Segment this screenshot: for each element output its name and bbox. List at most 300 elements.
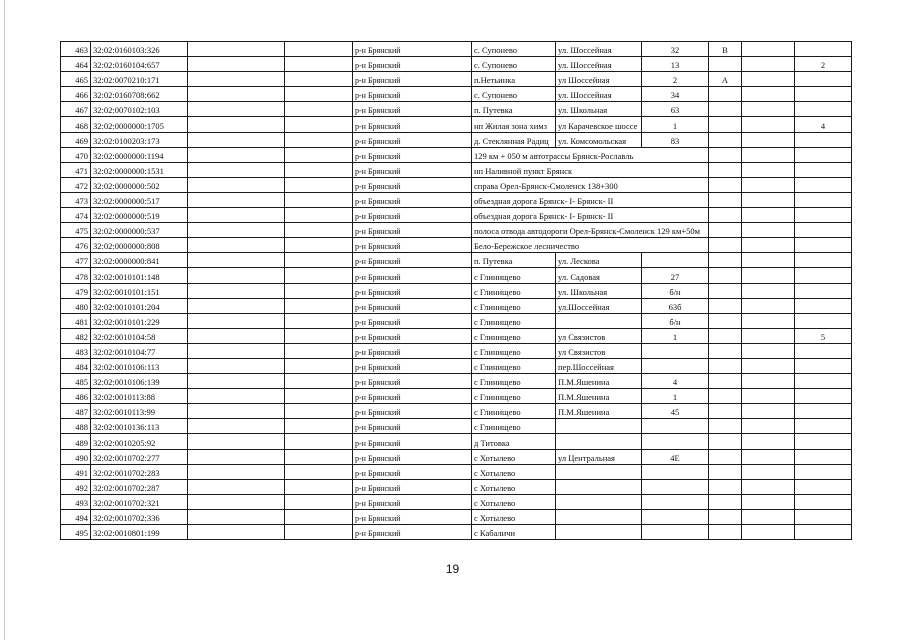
street-cell: [556, 509, 642, 524]
cadastral-number-cell: 32:02:0010104:58: [91, 328, 188, 343]
district-cell: р-н Брянский: [353, 268, 472, 283]
letter-cell: [709, 404, 742, 419]
letter-cell: [709, 223, 742, 238]
empty-cell: [188, 87, 285, 102]
empty-cell: [188, 147, 285, 162]
street-cell: ул. Садовая: [556, 268, 642, 283]
empty-cell: [742, 132, 795, 147]
cadastral-number-cell: 32:02:0000000:1531: [91, 162, 188, 177]
row-number-cell: 491: [61, 464, 91, 479]
table-row: [61, 298, 852, 313]
apartment-cell: [795, 434, 852, 449]
cadastral-number-cell: 32:02:0000000:502: [91, 177, 188, 192]
street-cell: ул Карачевское шоссе: [556, 117, 642, 132]
table-row: [61, 479, 852, 494]
apartment-cell: 4: [795, 117, 852, 132]
row-number-cell: 475: [61, 223, 91, 238]
apartment-cell: 5: [795, 328, 852, 343]
street-cell: ул Связистов: [556, 328, 642, 343]
table-row: [61, 283, 852, 298]
apartment-cell: [795, 72, 852, 87]
scan-edge-line: [4, 0, 5, 640]
locality-cell: с Глинищево: [472, 313, 556, 328]
empty-cell: [285, 162, 353, 177]
house-number-cell: [642, 494, 709, 509]
street-cell: [556, 419, 642, 434]
locality-cell: с Хотылево: [472, 449, 556, 464]
empty-cell: [742, 389, 795, 404]
table-row: [61, 464, 852, 479]
district-cell: р-н Брянский: [353, 117, 472, 132]
table-row: [61, 494, 852, 509]
locality-cell: с Глинищево: [472, 298, 556, 313]
house-number-cell: 1: [642, 328, 709, 343]
locality-cell: с Глинищево: [472, 404, 556, 419]
empty-cell: [742, 253, 795, 268]
district-cell: р-н Брянский: [353, 419, 472, 434]
street-cell: П.М.Яшенина: [556, 389, 642, 404]
row-number-cell: 493: [61, 494, 91, 509]
house-number-cell: 2: [642, 72, 709, 87]
table-row: [61, 374, 852, 389]
empty-cell: [742, 343, 795, 358]
row-number-cell: 495: [61, 525, 91, 540]
empty-cell: [285, 238, 353, 253]
row-number-cell: 467: [61, 102, 91, 117]
row-number-cell: 494: [61, 509, 91, 524]
street-cell: [556, 313, 642, 328]
table-row: [61, 177, 852, 192]
locality-cell: п. Путевка: [472, 253, 556, 268]
row-number-cell: 488: [61, 419, 91, 434]
letter-cell: [709, 494, 742, 509]
cadastral-number-cell: 32:02:0010702:321: [91, 494, 188, 509]
cadastral-number-cell: 32:02:0000000:841: [91, 253, 188, 268]
street-cell: ул Центральная: [556, 449, 642, 464]
row-number-cell: 472: [61, 177, 91, 192]
apartment-cell: [795, 343, 852, 358]
locality-cell: с Глинищево: [472, 343, 556, 358]
empty-cell: [188, 223, 285, 238]
table-row: [61, 389, 852, 404]
house-number-cell: [642, 419, 709, 434]
district-cell: р-н Брянский: [353, 42, 472, 57]
row-number-cell: 470: [61, 147, 91, 162]
empty-cell: [742, 419, 795, 434]
empty-cell: [285, 177, 353, 192]
letter-cell: [709, 449, 742, 464]
table-row: [61, 87, 852, 102]
empty-cell: [285, 87, 353, 102]
apartment-cell: [795, 268, 852, 283]
cadastral-number-cell: 32:02:0010101:204: [91, 298, 188, 313]
letter-cell: [709, 525, 742, 540]
table-row: [61, 72, 852, 87]
table-row: [61, 117, 852, 132]
house-number-cell: [642, 479, 709, 494]
street-cell: ул. Шоссейная: [556, 87, 642, 102]
house-number-cell: [642, 253, 709, 268]
empty-cell: [188, 374, 285, 389]
cadastral-number-cell: 32:02:0010205:92: [91, 434, 188, 449]
empty-cell: [742, 42, 795, 57]
locality-cell: д. Стеклянная Радиц: [472, 132, 556, 147]
street-cell: [556, 464, 642, 479]
cadastral-number-cell: 32:02:0010702:336: [91, 509, 188, 524]
cadastral-number-cell: 32:02:0010136:113: [91, 419, 188, 434]
locality-cell: с Глинищево: [472, 358, 556, 373]
empty-cell: [742, 102, 795, 117]
apartment-cell: [795, 404, 852, 419]
district-cell: р-н Брянский: [353, 162, 472, 177]
row-number-cell: 490: [61, 449, 91, 464]
letter-cell: [709, 343, 742, 358]
district-cell: р-н Брянский: [353, 208, 472, 223]
district-cell: р-н Брянский: [353, 525, 472, 540]
table-row: [61, 525, 852, 540]
table-row: [61, 343, 852, 358]
empty-cell: [285, 192, 353, 207]
empty-cell: [742, 87, 795, 102]
row-number-cell: 463: [61, 42, 91, 57]
table-row: [61, 57, 852, 72]
address-cell: 129 км + 050 м автотрассы Брянск-Рославль: [472, 147, 709, 162]
letter-cell: [709, 298, 742, 313]
letter-cell: [709, 102, 742, 117]
district-cell: р-н Брянский: [353, 464, 472, 479]
apartment-cell: [795, 494, 852, 509]
cadastral-number-cell: 32:02:0000000:517: [91, 192, 188, 207]
empty-cell: [285, 72, 353, 87]
locality-cell: с Глинищево: [472, 419, 556, 434]
apartment-cell: [795, 374, 852, 389]
locality-cell: с Хотылево: [472, 479, 556, 494]
house-number-cell: 45: [642, 404, 709, 419]
table-row: [61, 419, 852, 434]
apartment-cell: [795, 162, 852, 177]
district-cell: р-н Брянский: [353, 147, 472, 162]
district-cell: р-н Брянский: [353, 404, 472, 419]
apartment-cell: [795, 192, 852, 207]
empty-cell: [285, 268, 353, 283]
letter-cell: [709, 464, 742, 479]
house-number-cell: [642, 464, 709, 479]
district-cell: р-н Брянский: [353, 389, 472, 404]
empty-cell: [742, 525, 795, 540]
empty-cell: [188, 328, 285, 343]
street-cell: ул. Школьная: [556, 283, 642, 298]
table-row: [61, 223, 852, 238]
empty-cell: [285, 509, 353, 524]
empty-cell: [285, 42, 353, 57]
empty-cell: [285, 479, 353, 494]
letter-cell: [709, 374, 742, 389]
empty-cell: [188, 283, 285, 298]
empty-cell: [742, 434, 795, 449]
address-cell: нп Нaливной пункт Брянск: [472, 162, 709, 177]
empty-cell: [188, 238, 285, 253]
empty-cell: [188, 208, 285, 223]
district-cell: р-н Брянский: [353, 102, 472, 117]
house-number-cell: 34: [642, 87, 709, 102]
empty-cell: [285, 102, 353, 117]
locality-cell: с Хотылево: [472, 464, 556, 479]
table-row: [61, 404, 852, 419]
row-number-cell: 487: [61, 404, 91, 419]
apartment-cell: [795, 525, 852, 540]
empty-cell: [742, 238, 795, 253]
cadastral-number-cell: 32:02:0010113:99: [91, 404, 188, 419]
letter-cell: [709, 283, 742, 298]
empty-cell: [285, 464, 353, 479]
letter-cell: [709, 328, 742, 343]
empty-cell: [188, 313, 285, 328]
apartment-cell: [795, 177, 852, 192]
cadastral-number-cell: 32:02:0160708:662: [91, 87, 188, 102]
locality-cell: с Хотылево: [472, 509, 556, 524]
table-row: [61, 358, 852, 373]
empty-cell: [285, 525, 353, 540]
row-number-cell: 468: [61, 117, 91, 132]
apartment-cell: [795, 389, 852, 404]
street-cell: ул. Школьная: [556, 102, 642, 117]
district-cell: р-н Брянский: [353, 449, 472, 464]
house-number-cell: [642, 509, 709, 524]
empty-cell: [285, 117, 353, 132]
cadastral-number-cell: 32:02:0010106:113: [91, 358, 188, 373]
letter-cell: А: [709, 72, 742, 87]
cadastral-number-cell: 32:02:0070210:171: [91, 72, 188, 87]
cadastral-number-cell: 32:02:0160103:326: [91, 42, 188, 57]
letter-cell: [709, 192, 742, 207]
empty-cell: [742, 162, 795, 177]
row-number-cell: 476: [61, 238, 91, 253]
letter-cell: В: [709, 42, 742, 57]
letter-cell: [709, 162, 742, 177]
empty-cell: [742, 479, 795, 494]
table-row: [61, 162, 852, 177]
street-cell: ул.Шоссейная: [556, 298, 642, 313]
district-cell: р-н Брянский: [353, 509, 472, 524]
cadastral-number-cell: 32:02:0010702:277: [91, 449, 188, 464]
empty-cell: [188, 419, 285, 434]
row-number-cell: 464: [61, 57, 91, 72]
address-cell: полоса отвода автодороги Орел-Брянск-Смоленск 129 км+50м: [472, 223, 709, 238]
district-cell: р-н Брянский: [353, 374, 472, 389]
empty-cell: [285, 147, 353, 162]
empty-cell: [742, 374, 795, 389]
table-row: [61, 449, 852, 464]
empty-cell: [188, 434, 285, 449]
empty-cell: [285, 374, 353, 389]
district-cell: р-н Брянский: [353, 253, 472, 268]
apartment-cell: [795, 147, 852, 162]
cadastral-number-cell: 32:02:0010101:229: [91, 313, 188, 328]
address-cell: объездная дорога Брянск- I- Брянск- II: [472, 208, 709, 223]
empty-cell: [742, 494, 795, 509]
empty-cell: [742, 223, 795, 238]
empty-cell: [188, 479, 285, 494]
cadastral-number-cell: 32:02:0010113:88: [91, 389, 188, 404]
letter-cell: [709, 509, 742, 524]
address-cell: объездная дорога Брянск- I- Брянск- II: [472, 192, 709, 207]
house-number-cell: 32: [642, 42, 709, 57]
empty-cell: [285, 328, 353, 343]
cadastral-number-cell: 32:02:0010101:148: [91, 268, 188, 283]
locality-cell: д Титовка: [472, 434, 556, 449]
house-number-cell: 27: [642, 268, 709, 283]
registry-table-body: [61, 42, 852, 540]
empty-cell: [188, 464, 285, 479]
locality-cell: п. Путевка: [472, 102, 556, 117]
letter-cell: [709, 479, 742, 494]
empty-cell: [742, 449, 795, 464]
empty-cell: [188, 268, 285, 283]
locality-cell: с Кабаличи: [472, 525, 556, 540]
district-cell: р-н Брянский: [353, 358, 472, 373]
district-cell: р-н Брянский: [353, 298, 472, 313]
row-number-cell: 489: [61, 434, 91, 449]
empty-cell: [285, 434, 353, 449]
house-number-cell: 83: [642, 132, 709, 147]
locality-cell: нп Жилая зона химз: [472, 117, 556, 132]
apartment-cell: 2: [795, 57, 852, 72]
apartment-cell: [795, 358, 852, 373]
letter-cell: [709, 268, 742, 283]
empty-cell: [742, 208, 795, 223]
empty-cell: [742, 283, 795, 298]
district-cell: р-н Брянский: [353, 313, 472, 328]
house-number-cell: [642, 434, 709, 449]
cadastral-number-cell: 32:02:0000000:537: [91, 223, 188, 238]
street-cell: ул. Шоссейная: [556, 57, 642, 72]
house-number-cell: б/н: [642, 283, 709, 298]
empty-cell: [285, 253, 353, 268]
house-number-cell: 4Е: [642, 449, 709, 464]
cadastral-number-cell: 32:02:0000000:519: [91, 208, 188, 223]
district-cell: р-н Брянский: [353, 192, 472, 207]
table-row: [61, 238, 852, 253]
empty-cell: [285, 343, 353, 358]
apartment-cell: [795, 102, 852, 117]
cadastral-number-cell: 32:02:0160104:657: [91, 57, 188, 72]
table-row: [61, 192, 852, 207]
apartment-cell: [795, 298, 852, 313]
district-cell: р-н Брянский: [353, 494, 472, 509]
row-number-cell: 471: [61, 162, 91, 177]
empty-cell: [285, 419, 353, 434]
row-number-cell: 482: [61, 328, 91, 343]
table-row: [61, 208, 852, 223]
apartment-cell: [795, 223, 852, 238]
locality-cell: с. Супонево: [472, 57, 556, 72]
letter-cell: [709, 238, 742, 253]
district-cell: р-н Брянский: [353, 177, 472, 192]
empty-cell: [742, 147, 795, 162]
cadastral-number-cell: 32:02:0000000:1705: [91, 117, 188, 132]
district-cell: р-н Брянский: [353, 343, 472, 358]
empty-cell: [285, 132, 353, 147]
empty-cell: [188, 343, 285, 358]
empty-cell: [285, 389, 353, 404]
letter-cell: [709, 147, 742, 162]
empty-cell: [742, 177, 795, 192]
letter-cell: [709, 87, 742, 102]
empty-cell: [742, 57, 795, 72]
house-number-cell: 63б: [642, 298, 709, 313]
empty-cell: [285, 313, 353, 328]
empty-cell: [742, 509, 795, 524]
empty-cell: [188, 42, 285, 57]
row-number-cell: 466: [61, 87, 91, 102]
row-number-cell: 483: [61, 343, 91, 358]
letter-cell: [709, 434, 742, 449]
row-number-cell: 481: [61, 313, 91, 328]
locality-cell: с Глинищево: [472, 283, 556, 298]
row-number-cell: 486: [61, 389, 91, 404]
empty-cell: [188, 494, 285, 509]
locality-cell: с Глинищево: [472, 374, 556, 389]
table-row: [61, 313, 852, 328]
row-number-cell: 484: [61, 358, 91, 373]
letter-cell: [709, 389, 742, 404]
empty-cell: [742, 268, 795, 283]
empty-cell: [188, 117, 285, 132]
page-number: 19: [445, 562, 460, 576]
table-row: [61, 253, 852, 268]
cadastral-number-cell: 32:02:0010702:287: [91, 479, 188, 494]
street-cell: [556, 525, 642, 540]
district-cell: р-н Брянский: [353, 87, 472, 102]
empty-cell: [742, 117, 795, 132]
apartment-cell: [795, 132, 852, 147]
table-row: [61, 328, 852, 343]
letter-cell: [709, 253, 742, 268]
house-number-cell: б/н: [642, 313, 709, 328]
apartment-cell: [795, 87, 852, 102]
letter-cell: [709, 358, 742, 373]
locality-cell: с Глинищево: [472, 268, 556, 283]
house-number-cell: 4: [642, 374, 709, 389]
empty-cell: [742, 313, 795, 328]
cadastral-number-cell: 32:02:0000000:808: [91, 238, 188, 253]
empty-cell: [188, 525, 285, 540]
district-cell: р-н Брянский: [353, 479, 472, 494]
empty-cell: [188, 162, 285, 177]
house-number-cell: [642, 343, 709, 358]
empty-cell: [188, 57, 285, 72]
table-row: [61, 434, 852, 449]
cadastral-number-cell: 32:02:0010801:199: [91, 525, 188, 540]
street-cell: ул. Лескова: [556, 253, 642, 268]
letter-cell: [709, 208, 742, 223]
locality-cell: с. Супонево: [472, 42, 556, 57]
apartment-cell: [795, 509, 852, 524]
letter-cell: [709, 132, 742, 147]
empty-cell: [285, 494, 353, 509]
cadastral-number-cell: 32:02:0010104:77: [91, 343, 188, 358]
street-cell: П.М.Яшенина: [556, 374, 642, 389]
empty-cell: [188, 102, 285, 117]
cadastral-number-cell: 32:02:0100203:173: [91, 132, 188, 147]
district-cell: р-н Брянский: [353, 328, 472, 343]
house-number-cell: 1: [642, 117, 709, 132]
table-row: [61, 268, 852, 283]
cadastral-number-cell: 32:02:0010101:151: [91, 283, 188, 298]
empty-cell: [285, 449, 353, 464]
district-cell: р-н Брянский: [353, 132, 472, 147]
street-cell: пер.Шоссейная: [556, 358, 642, 373]
